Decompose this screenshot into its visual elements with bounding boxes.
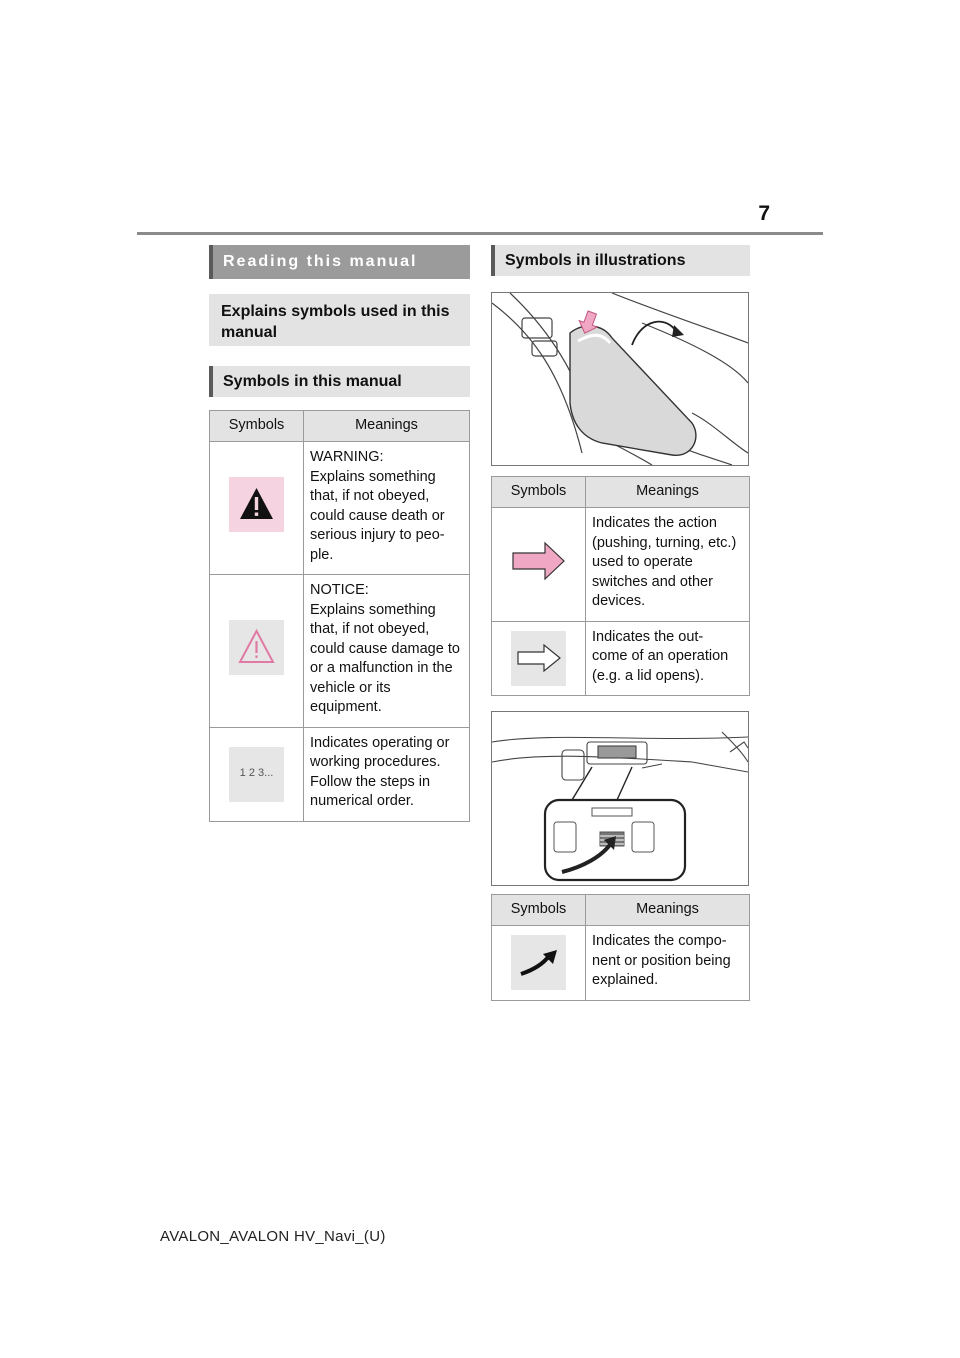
- table-row: [492, 621, 750, 696]
- row-meaning: Indicates the action (pushing, turning, etc.) used to operate switches and other devices.: [586, 508, 750, 622]
- overhead-console-illustration: [491, 711, 749, 886]
- header-meanings: Meanings: [586, 895, 750, 926]
- illustration-symbols-table-1: [491, 476, 750, 696]
- header-symbols: Symbols: [492, 477, 586, 508]
- section-title: Symbols in illustrations: [491, 245, 750, 276]
- row-meaning: Indicates the out- come of an operation (e.g. a lid opens).: [586, 621, 750, 696]
- header-meanings: Meanings: [586, 477, 750, 508]
- table-row: [210, 575, 470, 728]
- steps-icon-text: 1 2 3...: [239, 767, 274, 780]
- right-column: [491, 245, 750, 1001]
- page-number: 7: [758, 202, 770, 225]
- illustration-symbols-table-2: [491, 894, 750, 1001]
- header-symbols: Symbols: [492, 895, 586, 926]
- table-row: [210, 442, 470, 575]
- header-meanings: Meanings: [304, 411, 470, 442]
- table-row: [492, 508, 750, 622]
- steps-icon: [229, 747, 284, 802]
- section-subtitle: Explains symbols used in this manual: [209, 294, 470, 346]
- notice-icon: [229, 620, 284, 675]
- warning-icon: [229, 477, 284, 532]
- action-arrow-icon: [511, 541, 566, 581]
- table-title: Symbols in this manual: [209, 366, 470, 397]
- page-footer: AVALON_AVALON HV_Navi_(U): [160, 1228, 386, 1245]
- symbols-table: [209, 410, 470, 822]
- row-meaning: Indicates operating or working procedures. Follow the steps in numerical order.: [304, 727, 470, 821]
- left-column: [209, 245, 470, 822]
- callout-arrow-icon: [511, 935, 566, 990]
- header-rule: [137, 232, 823, 235]
- header-symbols: Symbols: [210, 411, 304, 442]
- outcome-arrow-icon: [511, 631, 566, 686]
- table-row: [492, 926, 750, 1001]
- row-meaning: WARNING: Explains something that, if not obeyed, could cause death or serious injury to peo- ple.: [304, 442, 470, 575]
- row-meaning: NOTICE: Explains something that, if not obeyed, could cause damage to or a malfunction in the vehicle or its equipment.: [304, 575, 470, 728]
- section-title: Reading this manual: [209, 245, 470, 279]
- console-lid-illustration: [491, 292, 749, 466]
- row-meaning: Indicates the compo- nent or position being explained.: [586, 926, 750, 1001]
- table-row: [210, 727, 470, 821]
